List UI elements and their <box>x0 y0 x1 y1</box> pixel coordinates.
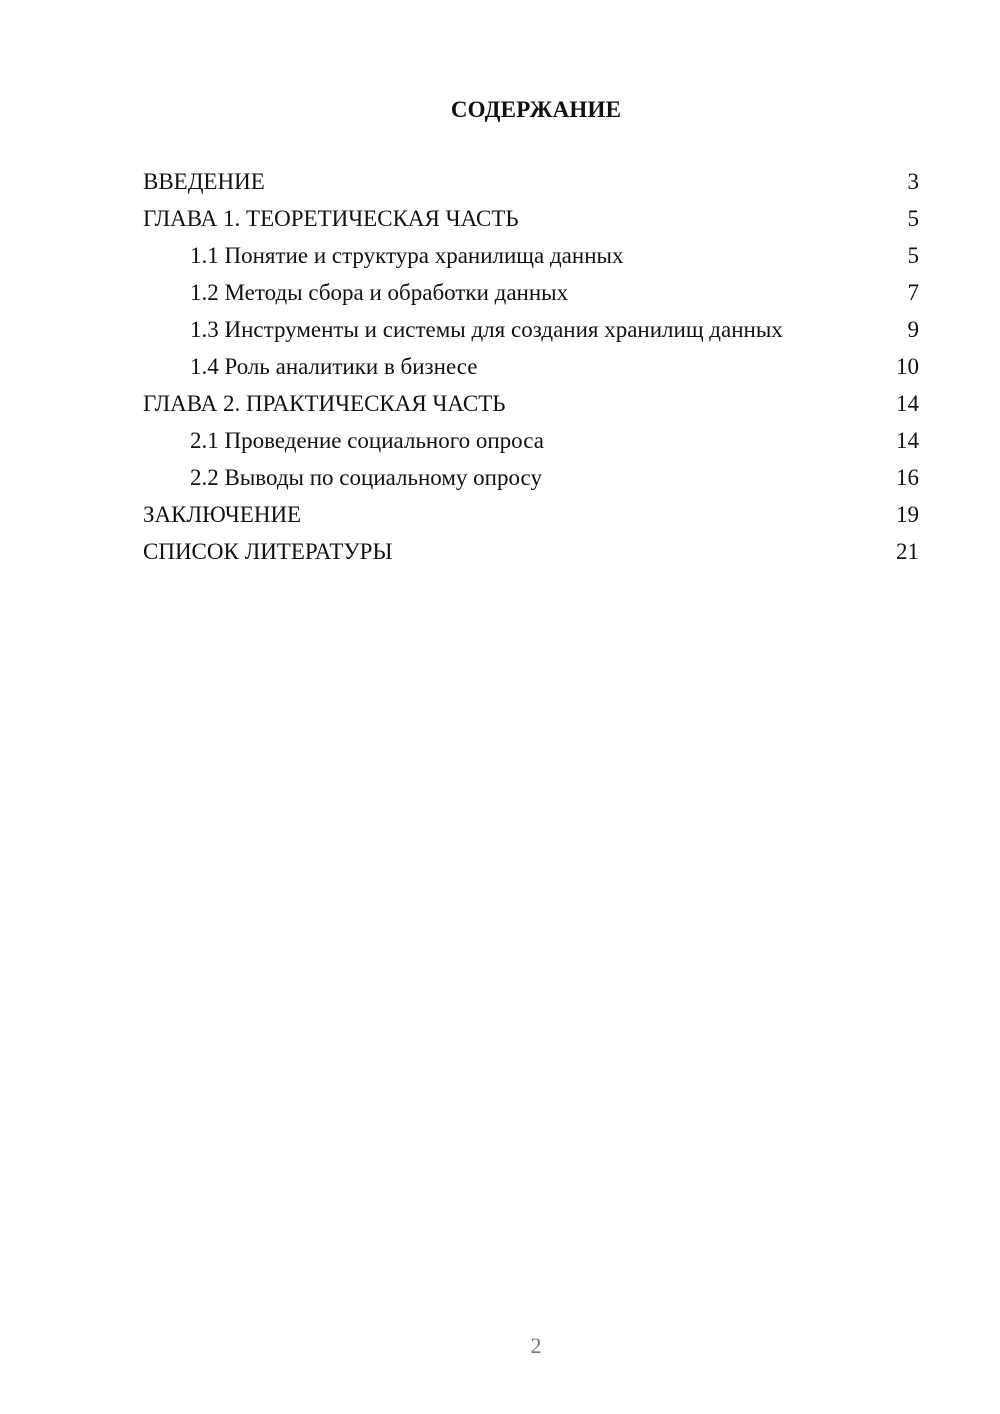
toc-entry-text: ЗАКЛЮЧЕНИЕ <box>143 502 302 527</box>
toc-entry[interactable] <box>143 390 919 417</box>
toc-entry-text: ГЛАВА 2. ПРАКТИЧЕСКАЯ ЧАСТЬ <box>143 391 506 416</box>
toc-entry-text: ВВЕДЕНИЕ <box>143 169 265 194</box>
toc-entry-text: 1.4 Роль аналитики в бизнесе <box>190 354 478 379</box>
toc-entry-text: 2.2 Выводы по социальному опросу <box>190 465 542 490</box>
toc-entry[interactable] <box>143 353 919 380</box>
table-of-contents <box>143 168 919 575</box>
toc-entry-text: 1.1 Понятие и структура хранилища данных <box>190 243 624 268</box>
toc-entry-page: 7 <box>907 280 919 305</box>
toc-entry-page: 14 <box>896 391 919 416</box>
toc-entry-page: 3 <box>907 169 919 194</box>
toc-entry[interactable] <box>143 279 919 306</box>
toc-entry-text: 2.1 Проведение социального опроса <box>190 428 544 453</box>
toc-entry[interactable] <box>143 464 919 491</box>
toc-entry-page: 14 <box>896 428 919 453</box>
toc-entry[interactable] <box>143 427 919 454</box>
toc-entry-page: 16 <box>896 465 919 490</box>
page-title: СОДЕРЖАНИЕ <box>450 97 622 122</box>
toc-entry-text: ГЛАВА 1. ТЕОРЕТИЧЕСКАЯ ЧАСТЬ <box>143 206 519 231</box>
page-number: 2 <box>530 1333 542 1358</box>
toc-entry-text: 1.3 Инструменты и системы для создания хранилищ данных <box>190 317 783 342</box>
toc-entry[interactable] <box>143 168 919 195</box>
toc-entry-page: 21 <box>896 539 919 564</box>
toc-entry-page: 10 <box>896 354 919 379</box>
toc-entry[interactable] <box>143 501 919 528</box>
toc-entry-text: СПИСОК ЛИТЕРАТУРЫ <box>143 539 393 564</box>
toc-entry-page: 5 <box>907 206 919 231</box>
toc-entry[interactable] <box>143 538 919 565</box>
toc-entry[interactable] <box>143 242 919 269</box>
toc-entry-page: 5 <box>907 243 919 268</box>
toc-entry-text: 1.2 Методы сбора и обработки данных <box>190 280 569 305</box>
toc-entry-page: 19 <box>896 502 919 527</box>
toc-entry[interactable] <box>143 205 919 232</box>
toc-entry-page: 9 <box>907 317 919 342</box>
toc-entry[interactable] <box>143 316 919 343</box>
